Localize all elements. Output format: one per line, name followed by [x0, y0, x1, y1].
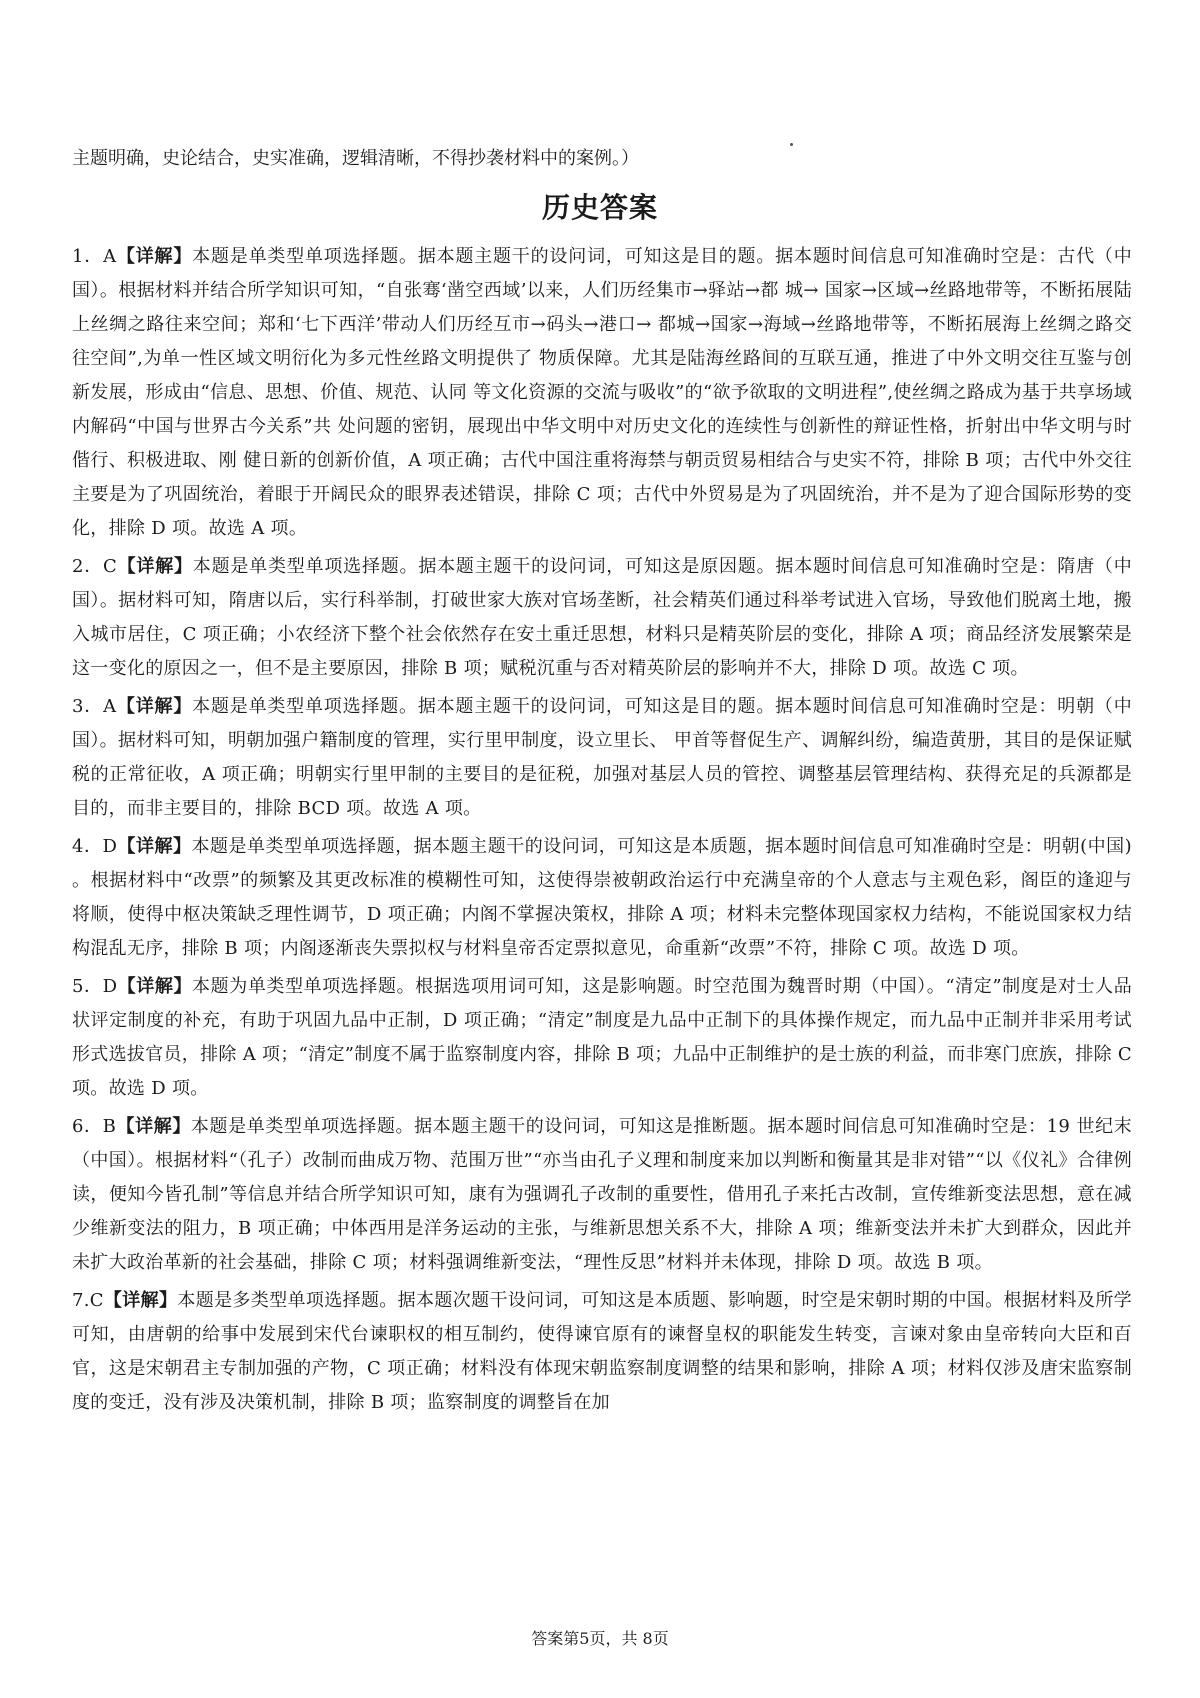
answer-number: 1．	[72, 246, 104, 267]
answer-item-4	[72, 830, 1132, 966]
answer-item-6	[72, 1110, 1132, 1280]
answer-key: A	[103, 246, 117, 267]
answer-number: 6．	[72, 1116, 103, 1137]
stray-mark	[790, 143, 793, 146]
answer-key: B	[102, 1116, 117, 1137]
answer-tag: 【详解】	[117, 836, 192, 857]
intro-text: 主题明确，史论结合，史实准确，逻辑清晰，不得抄袭材料中的案例。）	[72, 148, 639, 169]
answer-item-2	[72, 550, 1132, 686]
answer-tag: 【详解】	[116, 696, 193, 717]
page-title: 历史答案	[541, 191, 658, 224]
answer-key: D	[102, 976, 118, 997]
answer-item-5	[72, 970, 1132, 1106]
answer-list	[72, 240, 1132, 1424]
answer-number: 7.	[72, 1290, 90, 1311]
answer-number: 4．	[72, 836, 103, 857]
answer-tag: 【详解】	[103, 1290, 178, 1311]
answer-number: 3．	[72, 696, 104, 717]
answer-tag: 【详解】	[116, 246, 193, 267]
answer-key: C	[89, 1290, 104, 1311]
page-footer: 答案第5页，共 8页	[531, 1629, 669, 1648]
answer-number: 5．	[72, 976, 103, 997]
answer-text: 本题是单类型单项选择题，据本题主题干的设问词，可知这是本质题，据本题时间信息可知准确时空是：明朝(中国) 。根据材料中“改票”的频繁及其更改标准的模糊性可知，这使得崇被朝政治运行中充满皇帝的个人意志与主观色彩，阁臣的逢迎与将顺，使得中枢决策缺乏理性调节，D 项正确；内阁不掌握决策权，排除 A 项；材料未完整体现国家权力结构，不能说国家权力结构混乱无序，排除 B 项；内阁逐渐丧失票拟权与材料皇帝否定票拟意见，命重新“改票”不符，排除 C 项。故选 D 项。	[72, 836, 1132, 959]
answer-item-7	[72, 1284, 1132, 1420]
answer-key: A	[103, 696, 117, 717]
answer-text: 本题是单类型单项选择题。据本题主题干的设问词，可知这是推断题。据本题时间信息可知准确时空是：19 世纪末（中国）。根据材料“（孔子）改制而曲成万物、范围万世”“亦当由孔子义理和制度来加以判断和衡量其是非对错”“以《仪礼》合律例读，便知今皆孔制”等信息并结合所学知识可知，康有为强调孔子改制的重要性，借用孔子来托古改制，宣传维新变法思想，意在减少维新变法的阻力，B 项正确；中体西用是洋务运动的主张，与维新思想关系不大，排除 A 项；维新变法并未扩大到群众，因此并未扩大政治革新的社会基础，排除 C 项；材料强调维新变法，“理性反思”材料并未体现，排除 D 项。故选 B 项。	[72, 1116, 1132, 1273]
answer-tag: 【详解】	[117, 556, 193, 577]
answer-item-3	[72, 690, 1132, 826]
answer-text: 本题是单类型单项选择题。据本题主题干的设问词，可知这是目的题。据本题时间信息可知准确时空是：明朝（中国）。据材料可知，明朝加强户籍制度的管理，实行里甲制度，设立里长、 甲首等督促生产、调解纠纷，编造黄册，其目的是保证赋税的正常征收，A 项正确；明朝实行里甲制的主要目的是征税，加强对基层人员的管控、调整基层管理结构、获得充足的兵源都是目的，而非主要目的，排除 BCD 项。故选 A 项。	[72, 696, 1133, 819]
answer-item-1	[72, 240, 1132, 546]
answer-text: 本题为单类型单项选择题。根据选项用词可知，这是影响题。时空范围为魏晋时期（中国）。“清定”制度是对士人品状评定制度的补充，有助于巩固九品中正制，D 项正确；“清定”制度是九品中正制下的具体操作规定，而九品中正制并非采用考试形式选拔官员，排除 A 项；“清定”制度不属于监察制度内容，排除 B 项；九品中正制维护的是士族的利益，而非寒门庶族，排除 C 项。故选 D 项。	[72, 976, 1132, 1099]
answer-number: 2．	[72, 556, 104, 577]
answer-key: C	[103, 556, 118, 577]
answer-tag: 【详解】	[117, 976, 193, 997]
answer-text: 本题是单类型单项选择题。据本题主题干的设问词，可知这是原因题。据本题时间信息可知准确时空是：隋唐（中国）。据材料可知，隋唐以后，实行科举制，打破世家大族对官场垄断，社会精英们通过科举考试进入官场，导致他们脱离土地，搬入城市居住，C 项正确；小农经济下整个社会依然存在安土重迁思想，材料只是精英阶层的变化，排除 A 项；商品经济发展繁荣是这一变化的原因之一，但不是主要原因，排除 B 项；赋税沉重与否对精英阶层的影响并不大，排除 D 项。故选 C 项。	[72, 556, 1132, 679]
answer-key: D	[102, 836, 118, 857]
answer-text: 本题是多类型单项选择题。据本题次题干设问词，可知这是本质题、影响题，时空是宋朝时期的中国。根据材料及所学可知，由唐朝的给事中发展到宋代台谏职权的相互制约，使得谏官原有的谏督皇权的职能发生转变，言谏对象由皇帝转向大臣和百官，这是宋朝君主专制加强的产物，C 项正确；材料没有体现宋朝监察制度调整的结果和影响，排除 A 项；材料仅涉及唐宋监察制度的变迁，没有涉及决策机制，排除 B 项；监察制度的调整旨在加	[72, 1290, 1132, 1413]
answer-tag: 【详解】	[116, 1116, 191, 1137]
answer-text: 本题是单类型单项选择题。据本题主题干的设问词，可知这是目的题。据本题时间信息可知准确时空是：古代（中国）。根据材料并结合所学知识可知，“自张骞‘凿空西域’以来，人们历经集市→驿站→都 城→ 国家→区域→丝路地带等，不断拓展陆上丝绸之路往来空间；郑和‘七下西洋’带动人们历经互市→码头→港口→ 都城→国家→海域→丝路地带等，不断拓展海上丝绸之路交往空间”,为单一性区域文明衍化为多元性丝路文明提供了 物质保障。尤其是陆海丝路间的互联互通，推进了中外文明交往互鉴与创新发展，形成由“信息、思想、价值、规范、认同 等文化资源的交流与吸收”的“欲予欲取的文明进程”,使丝绸之路成为基于共享场域内解码“中国与世界古今关系”共 处问题的密钥，展现出中华文明中对历史文化的连续性与创新性的辩证性格，折射出中华文明与时偕行、积极进取、刚 健日新的创新价值，A 项正确；古代中国注重将海禁与朝贡贸易相结合与史实不符，排除 B 项；古代中外交往主要是为了巩固统治，着眼于开阔民众的眼界表述错误，排除 C 项；古代中外贸易是为了巩固统治，并不是为了迎合国际形势的变化，排除 D 项。故选 A 项。	[72, 246, 1133, 539]
